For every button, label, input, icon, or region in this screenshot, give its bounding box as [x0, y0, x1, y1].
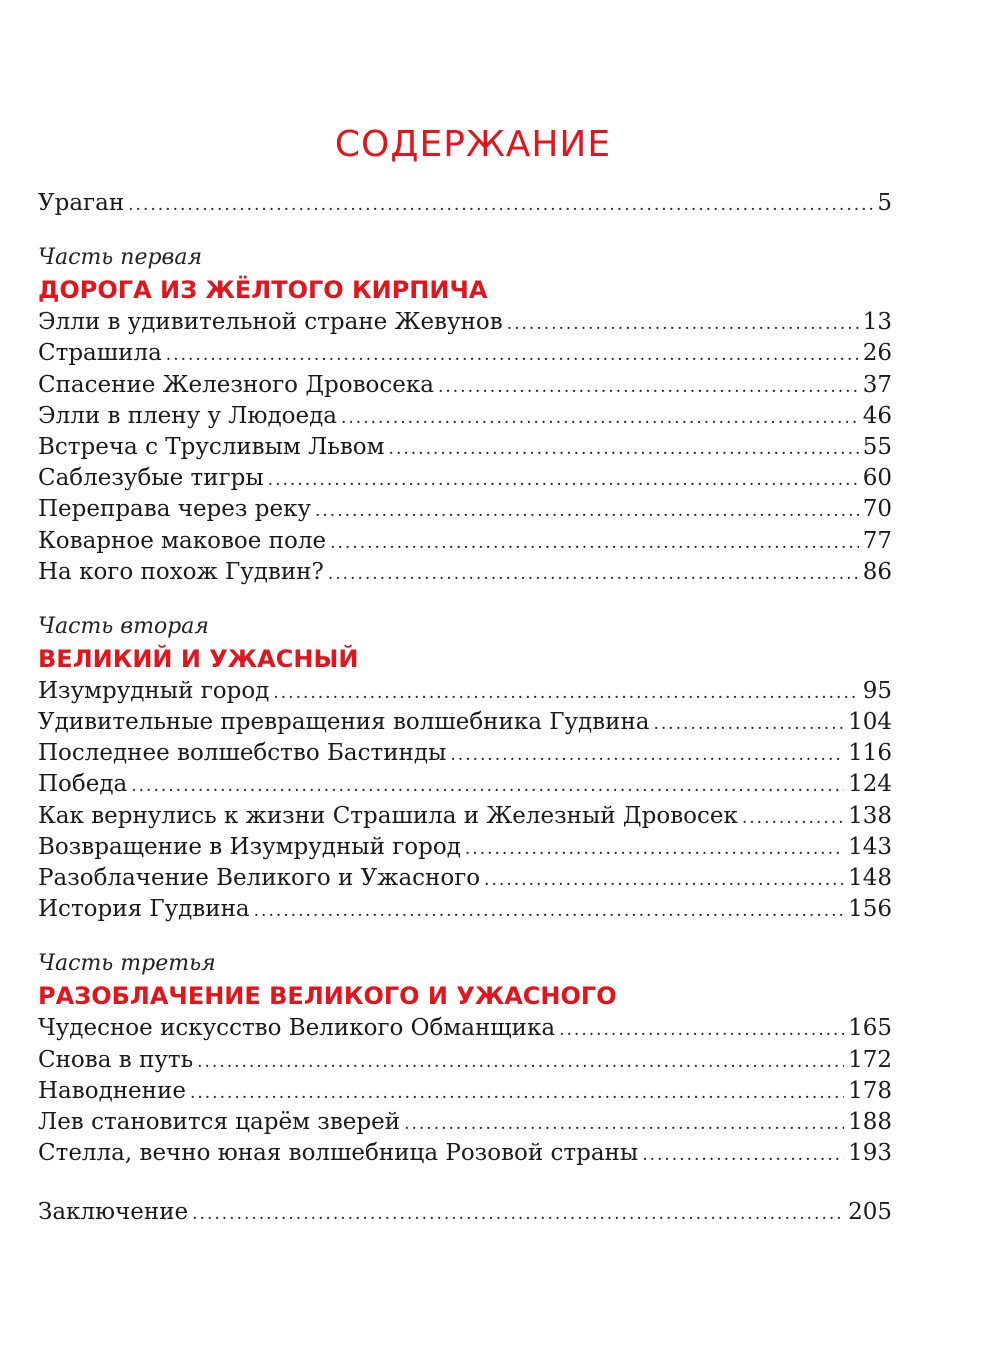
entry-title: Победа [38, 771, 128, 798]
entry-page: 178 [848, 1077, 892, 1104]
entry-page: 205 [848, 1199, 892, 1226]
toc-entry[interactable] [38, 738, 892, 769]
toc-entry[interactable] [38, 1107, 892, 1138]
entry-page: 156 [848, 896, 892, 923]
dot-leader [330, 528, 859, 559]
toc-entry[interactable] [38, 338, 892, 369]
entry-page: 138 [848, 802, 892, 829]
toc-entry[interactable] [38, 1138, 892, 1169]
toc-entry[interactable] [38, 1013, 892, 1044]
part-title: ВЕЛИКИЙ И УЖАСНЫЙ [38, 644, 359, 673]
entry-page: 13 [862, 309, 892, 336]
entry-title: Заключение [38, 1199, 189, 1226]
toc-entry[interactable] [38, 769, 892, 800]
part-label: Часть первая [38, 245, 203, 271]
entry-page: 104 [848, 709, 892, 736]
part-label: Часть вторая [38, 613, 209, 639]
entry-page: 26 [862, 340, 892, 367]
dot-leader [654, 709, 845, 740]
dot-leader [465, 834, 844, 865]
dot-leader [166, 340, 859, 371]
dot-leader [742, 803, 844, 834]
dot-leader [642, 1140, 844, 1171]
entry-page: 165 [848, 1015, 892, 1042]
entry-title: Спасение Железного Дровосека [38, 371, 434, 398]
dot-leader [197, 1047, 844, 1078]
dot-leader [450, 740, 844, 771]
dot-leader [389, 434, 859, 465]
entry-title: Встреча с Трусливым Львом [38, 433, 385, 460]
toc-entry[interactable] [38, 1045, 892, 1076]
entry-page: 70 [862, 496, 892, 523]
entry-page: 116 [848, 740, 892, 767]
toc-entry[interactable] [38, 863, 892, 894]
dot-leader [268, 465, 859, 496]
toc-entry[interactable] [38, 307, 892, 338]
page-title: СОДЕРЖАНИЕ [334, 124, 612, 166]
toc-entry[interactable] [38, 432, 892, 463]
dot-leader [273, 678, 858, 709]
toc-entry[interactable] [38, 707, 892, 738]
entry-title: Разоблачение Великого и Ужасного [38, 865, 481, 891]
toc-entry[interactable] [38, 832, 892, 863]
dot-leader [315, 496, 859, 527]
entry-page: 193 [848, 1140, 892, 1167]
entry-page: 5 [877, 190, 892, 216]
dot-leader [128, 190, 873, 221]
entry-page: 46 [862, 402, 892, 429]
toc-entry-intro[interactable] [38, 188, 892, 219]
entry-page: 148 [848, 865, 892, 891]
entry-title: Элли в удивительной стране Жевунов [38, 309, 503, 336]
dot-leader [254, 896, 844, 927]
toc-entry[interactable] [38, 494, 892, 525]
entry-page: 172 [848, 1046, 892, 1073]
dot-leader [484, 865, 844, 896]
entry-title: Изумрудный город [38, 677, 270, 704]
toc-entry[interactable] [38, 557, 892, 588]
entry-title: Наводнение [38, 1077, 186, 1104]
toc-entry[interactable] [38, 676, 892, 707]
toc-entry[interactable] [38, 370, 892, 401]
dot-leader [507, 309, 859, 340]
part-title: РАЗОБЛАЧЕНИЕ ВЕЛИКОГО И УЖАСНОГО [38, 982, 617, 1011]
entry-page: 55 [862, 433, 892, 460]
part-label: Часть третья [38, 951, 216, 977]
toc-entry[interactable] [38, 894, 892, 925]
entry-title: Чудесное искусство Великого Обманщика [38, 1015, 556, 1042]
entry-page: 86 [862, 558, 892, 585]
entry-page: 37 [862, 371, 892, 398]
entry-title: Страшила [38, 340, 162, 367]
entry-page: 77 [862, 527, 892, 554]
toc-entry[interactable] [38, 401, 892, 432]
dot-leader [559, 1015, 844, 1046]
entry-page: 143 [848, 833, 892, 860]
entry-title: Переправа через реку [38, 496, 311, 523]
entry-title: История Гудвина [38, 896, 250, 923]
table-of-contents [38, 188, 892, 1229]
entry-page: 124 [848, 771, 892, 798]
entry-title: Возвращение в Изумрудный город [38, 833, 461, 860]
entry-title: Элли в плену у Людоеда [38, 402, 337, 429]
toc-entry[interactable] [38, 526, 892, 557]
entry-page: 95 [862, 677, 892, 704]
entry-title: Снова в путь [38, 1046, 194, 1073]
dot-leader [404, 1109, 844, 1140]
toc-entry[interactable] [38, 463, 892, 494]
part-title: ДОРОГА ИЗ ЖЁЛТОГО КИРПИЧА [38, 276, 488, 305]
toc-entry[interactable] [38, 1076, 892, 1107]
entry-title: Ураган [38, 190, 125, 216]
dot-leader [190, 1078, 844, 1109]
dot-leader [328, 559, 859, 590]
entry-page: 60 [862, 465, 892, 492]
entry-title: Как вернулись к жизни Страшила и Железный Дровосек [38, 802, 738, 829]
entry-title: Удивительные превращения волшебника Гудвина [38, 709, 650, 736]
entry-title: На кого похож Гудвин? [38, 558, 324, 585]
entry-title: Саблезубые тигры [38, 465, 264, 492]
entry-title: Коварное маковое поле [38, 527, 327, 554]
dot-leader [341, 403, 859, 434]
entry-page: 188 [848, 1108, 892, 1135]
entry-title: Стелла, вечно юная волшебница Розовой страны [38, 1140, 639, 1167]
toc-entry-outro[interactable] [38, 1197, 892, 1228]
dot-leader [131, 771, 844, 802]
toc-entry[interactable] [38, 801, 892, 832]
dot-leader [192, 1199, 844, 1230]
dot-leader [438, 372, 859, 403]
entry-title: Лев становится царём зверей [38, 1108, 401, 1135]
entry-title: Последнее волшебство Бастинды [38, 740, 447, 767]
